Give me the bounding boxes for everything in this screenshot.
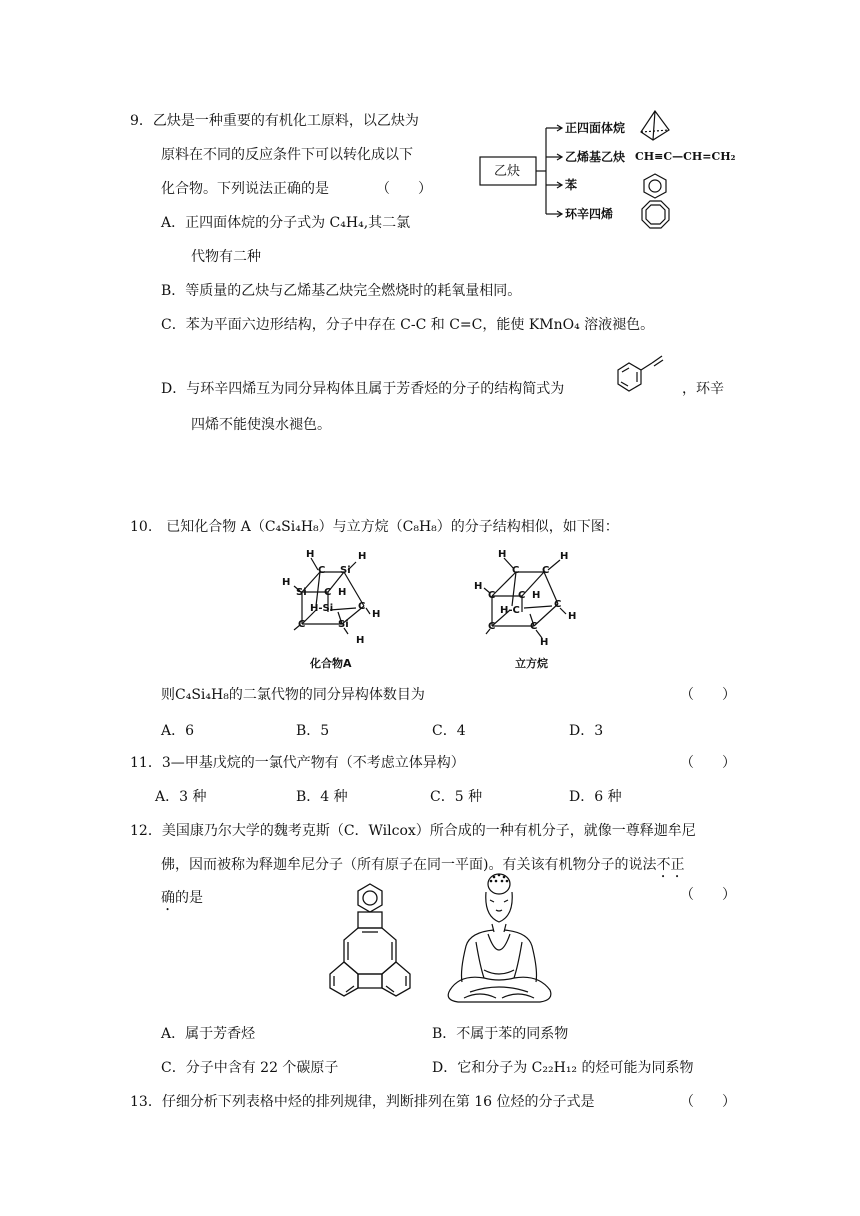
q11-option-d: D．6 种 (569, 789, 622, 805)
q12-option-d: D．它和分子为 C₂₂H₁₂ 的烃可能为同系物 (432, 1060, 694, 1076)
q12-stem-line2 (161, 857, 684, 881)
q11-answer-paren: （ ） (680, 755, 736, 771)
atom-label: H (338, 587, 347, 598)
q12-option-b: B．不属于苯的同系物 (432, 1026, 569, 1042)
q9-answer-paren: （ ） (376, 181, 432, 197)
q10-option-c: C．4 (432, 723, 466, 739)
q10-question: 则C₄Si₄H₈的二氯代物的同分异构体数目为 (161, 687, 425, 703)
q9-option-b: B．等质量的乙炔与乙烯基乙炔完全燃烧时的耗氧量相同。 (161, 283, 522, 299)
buddha-molecule-structure (322, 880, 418, 1010)
q10-stem: 10. 已知化合物 A（C₄Si₄H₈）与立方烷（C₈H₈）的分子结构相似，如下图： (130, 519, 619, 535)
q10-option-b: B．5 (296, 723, 330, 739)
q12-emphasis-correct: 确 (161, 890, 175, 906)
atom-label: H (372, 609, 381, 620)
q13-answer-paren: （ ） (680, 1094, 736, 1110)
q12-stem-line3-text: 的是 (175, 890, 203, 906)
q11-option-b: B．4 种 (296, 789, 348, 805)
atom-label: C (488, 621, 496, 632)
q12-answer-paren: （ ） (680, 887, 736, 903)
atom-label: H (358, 551, 367, 562)
q11-option-c: C．5 种 (430, 789, 483, 805)
atom-label: H (282, 577, 291, 588)
q9-option-a-line1: A．正四面体烷的分子式为 C₄H₄,其二氯 (161, 215, 411, 231)
q10-answer-paren: （ ） (680, 687, 736, 703)
q12-stem-line1: 12．美国康乃尔大学的魏考克斯（C．Wilcox）所合成的一种有机分子，就像一尊释迦牟尼 (130, 823, 696, 839)
q9-option-d-line2: 四烯不能使溴水褪色。 (191, 417, 331, 433)
q12-stem-line2-text: 佛，因而被称为释迦牟尼分子（所有原子在同一平面)。有关该有机物分子的说法 (161, 857, 657, 873)
atom-label: H (474, 581, 483, 592)
atom-label: C (518, 590, 526, 601)
q9-stem-line1: 9．乙炔是一种重要的有机化工原料，以乙炔为 (130, 113, 419, 129)
atom-label: C (358, 601, 366, 612)
scheme-product-tetrahedrane: 正四面体烷 (565, 121, 626, 135)
scheme-source-label: 乙炔 (494, 164, 521, 179)
atom-label: C (488, 590, 496, 601)
atom-label: H-C (500, 605, 520, 616)
atom-label: H (306, 549, 315, 560)
atom-label: C (554, 599, 562, 610)
acetylene-scheme (475, 108, 745, 238)
atom-label: H (540, 637, 549, 648)
atom-label: C (318, 565, 326, 576)
q11-stem: 11．3—甲基戊烷的一氯代产物有（不考虑立体异构） (130, 755, 465, 771)
atom-label: C (298, 619, 306, 630)
q9-stem-line3: 化合物。下列说法正确的是 (161, 181, 329, 197)
atom-label: Si (296, 587, 307, 598)
q12-emphasis-not-correct: 不正 (656, 857, 685, 873)
compound-a-caption: 化合物A (310, 657, 352, 670)
q9-option-d-line1: D．与环辛四烯互为同分异构体且属于芳香烃的分子的结构简式为 (161, 381, 565, 397)
atom-label: H (498, 549, 507, 560)
atom-label: Si (340, 565, 351, 576)
q9-option-c: C．苯为平面六边形结构，分子中存在 C-C 和 C=C，能使 KMnO₄ 溶液褪色。 (161, 317, 655, 333)
scheme-formula: CH≡C—CH=CH₂ (635, 150, 736, 163)
q13-stem: 13．仔细分析下列表格中烃的排列规律，判断排列在第 16 位烃的分子式是 (130, 1094, 595, 1110)
buddha-figure-image (440, 870, 558, 1010)
atom-label: H-Si (310, 603, 334, 614)
atom-label: H (560, 551, 569, 562)
q10-option-d: D．3 (569, 723, 604, 739)
atom-label: H (356, 635, 365, 646)
cubane-caption: 立方烷 (515, 657, 548, 670)
atom-label: C (512, 565, 520, 576)
atom-label: H (568, 611, 577, 622)
scheme-product-cot: 环辛四烯 (565, 207, 614, 221)
atom-label: Si (338, 619, 349, 630)
styrene-structure (604, 352, 680, 404)
q12-option-c: C．分子中含有 22 个碳原子 (161, 1060, 339, 1076)
q9-stem-line2: 原料在不同的反应条件下可以转化成以下 (161, 147, 413, 163)
atom-label: C (324, 587, 332, 598)
q11-option-a: A．3 种 (155, 789, 207, 805)
q9-option-a-line2: 代物有二种 (191, 249, 261, 265)
cubane-structure (470, 548, 580, 654)
atom-label: C (542, 565, 550, 576)
atom-label: C (530, 621, 538, 632)
q10-option-a: A．6 (161, 723, 195, 739)
compound-a-structure (278, 548, 388, 654)
scheme-product-benzene: 苯 (565, 178, 578, 192)
atom-label: H (532, 590, 541, 601)
q9-option-d-tail: ，环辛 (682, 381, 724, 397)
q12-stem-line3 (161, 890, 203, 914)
q12-option-a: A．属于芳香烃 (161, 1026, 256, 1042)
scheme-product-vinylacetylene: 乙烯基乙炔 (565, 150, 626, 164)
